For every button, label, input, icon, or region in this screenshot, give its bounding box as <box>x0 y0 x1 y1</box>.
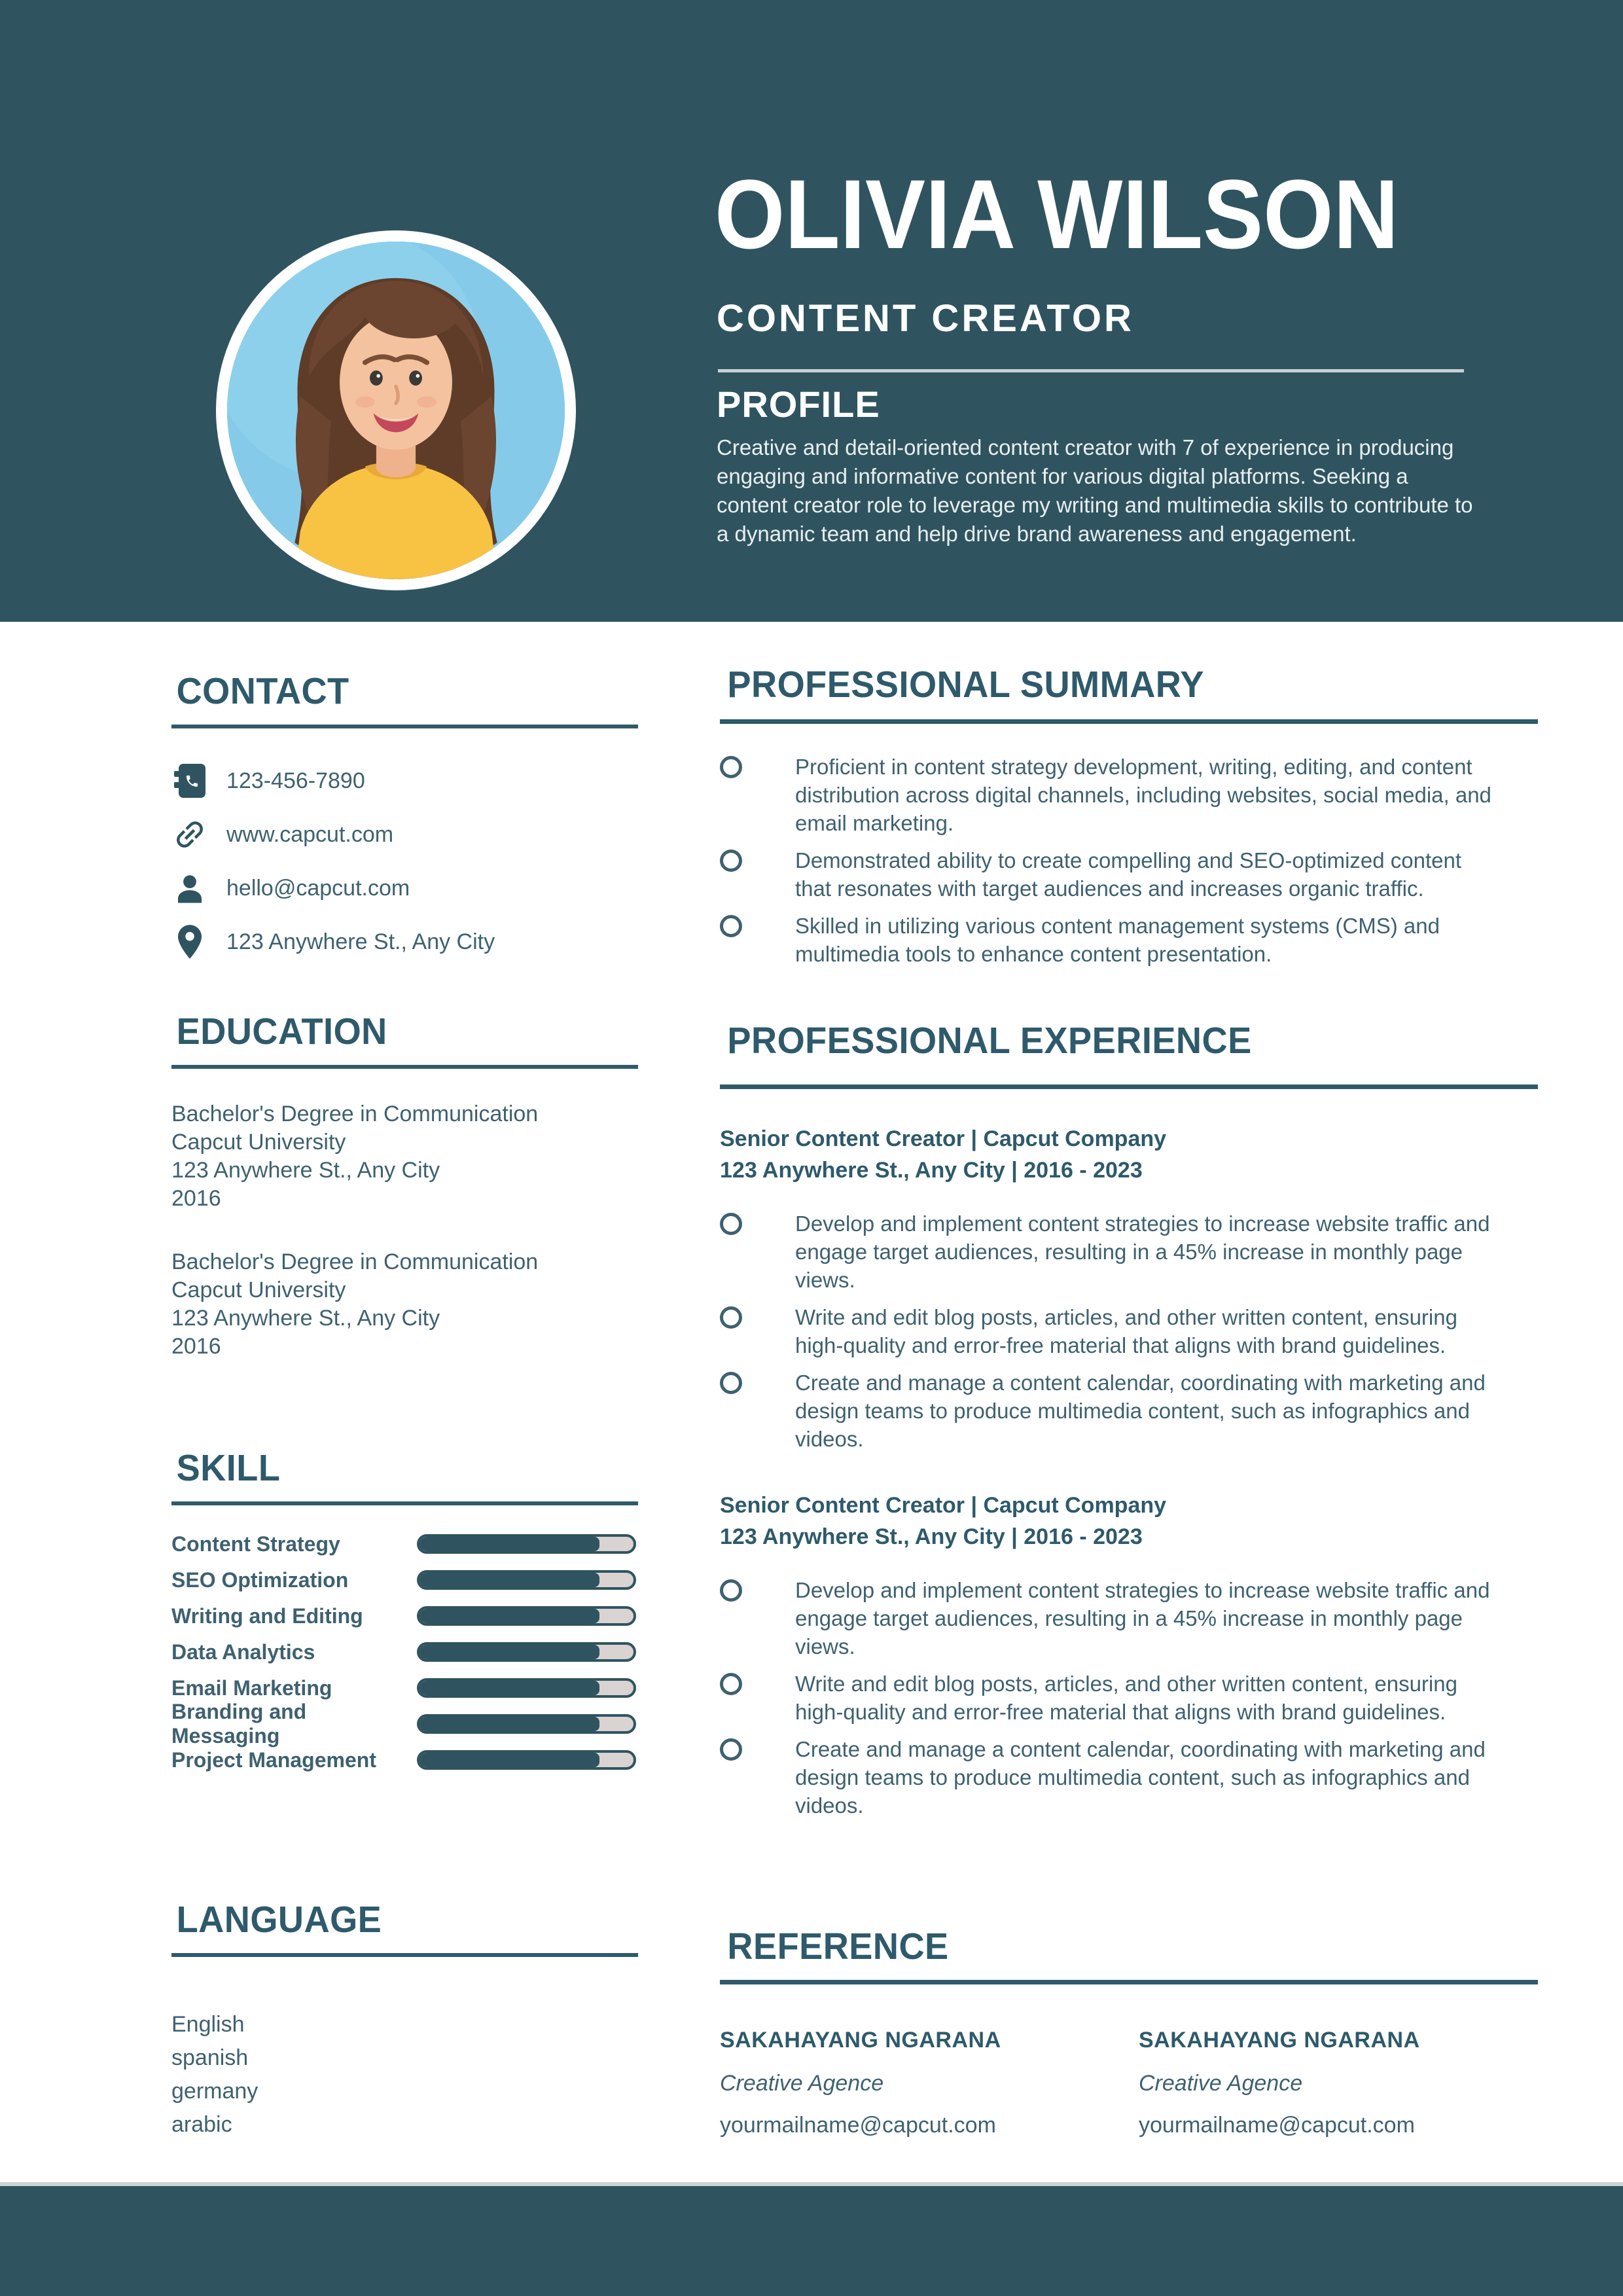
contact-section <box>171 670 638 977</box>
contact-row <box>171 762 638 799</box>
summary-bullet <box>720 753 1538 837</box>
skill-progress-bar <box>417 1606 636 1626</box>
summary-bullet-text: Proficient in content strategy development, writing, editing, and content distribution across digital channels, including websites, social media, and email marketing. <box>795 755 1491 835</box>
skill-label: Branding and Messaging <box>171 1700 307 1748</box>
job-bullet-text: Write and edit blog posts, articles, and other written content, ensuring high-quality and error-free material that aligns with brand guidelines. <box>795 1305 1457 1357</box>
education-line: Capcut University <box>171 1130 346 1155</box>
skill-row <box>171 1678 638 1698</box>
experience-divider <box>720 1085 1538 1089</box>
skill-progress-bar <box>417 1642 636 1662</box>
profile-heading: PROFILE <box>717 384 880 425</box>
job-title: Senior Content Creator | Capcut Company <box>720 1493 1167 1518</box>
skill-progress-bar <box>417 1714 636 1734</box>
skill-progress-fill <box>419 1681 599 1695</box>
person-title: CONTENT CREATOR <box>717 297 1134 340</box>
skill-row <box>171 1606 638 1626</box>
contact-list <box>171 762 638 960</box>
language-list <box>171 2008 638 2142</box>
reference-name: SAKAHAYANG NGARANA <box>1139 2028 1420 2053</box>
summary-bullet-text: Demonstrated ability to create compelling and SEO-optimized content that resonates with target audiences and increases organic traffic. <box>795 848 1462 901</box>
education-entry <box>171 1100 638 1213</box>
job-list <box>720 1123 1538 1820</box>
job-bullet <box>720 1303 1538 1359</box>
professional-experience-section <box>720 1022 1538 1829</box>
bullet-circle-icon <box>720 1306 742 1329</box>
skill-progress-bar <box>417 1750 636 1770</box>
reference-list <box>720 2028 1538 2138</box>
contact-value: 123 Anywhere St., Any City <box>226 929 495 954</box>
skill-row <box>171 1534 638 1554</box>
contact-row <box>171 924 638 960</box>
reference-divider <box>720 1980 1538 1984</box>
education-line: Capcut University <box>171 1278 346 1302</box>
education-line: Bachelor's Degree in Communication <box>171 1102 539 1126</box>
bullet-circle-icon <box>720 915 742 937</box>
job-bullet-text: Develop and implement content strategies to increase website traffic and engage target audiences, resulting in a 45% increase in monthly page views. <box>795 1211 1490 1292</box>
professional-summary-section <box>720 666 1538 977</box>
language-section <box>171 1901 638 2142</box>
job-entry <box>720 1490 1538 1820</box>
summary-bullet-list <box>720 753 1538 968</box>
contact-row <box>171 870 638 906</box>
job-entry <box>720 1123 1538 1453</box>
reference-entry <box>1139 2028 1558 2138</box>
reference-email: yourmailname@capcut.com <box>720 2113 996 2138</box>
skill-row <box>171 1750 638 1770</box>
job-title: Senior Content Creator | Capcut Company <box>720 1126 1167 1151</box>
education-divider <box>171 1065 638 1069</box>
language-item: arabic <box>171 2112 232 2137</box>
contact-value: hello@capcut.com <box>226 875 410 901</box>
education-line: 123 Anywhere St., Any City <box>171 1158 440 1183</box>
job-bullet-text: Create and manage a content calendar, coordinating with marketing and design teams to produce multimedia content, such as infographics and videos. <box>795 1371 1486 1451</box>
footer-band <box>0 2186 1623 2296</box>
education-entry-lines <box>171 1100 638 1213</box>
skill-label: Data Analytics <box>171 1640 315 1664</box>
skill-row <box>171 1570 638 1590</box>
skill-section <box>171 1447 638 1786</box>
location-icon <box>171 924 208 960</box>
reference-company: Creative Agence <box>720 2071 884 2096</box>
bullet-circle-icon <box>720 1673 742 1695</box>
skill-heading: SKILL <box>176 1447 281 1489</box>
experience-heading: PROFESSIONAL EXPERIENCE <box>727 1020 1252 1062</box>
job-bullet-list <box>720 1210 1538 1453</box>
reference-email: yourmailname@capcut.com <box>1139 2113 1415 2138</box>
skill-progress-fill <box>419 1645 599 1659</box>
job-bullet <box>720 1210 1538 1294</box>
skill-list <box>171 1534 638 1770</box>
bullet-circle-icon <box>720 850 742 872</box>
contact-value: 123-456-7890 <box>226 768 365 793</box>
summary-bullet <box>720 912 1538 968</box>
reference-heading: REFERENCE <box>727 1926 949 1967</box>
bullet-circle-icon <box>720 1738 742 1761</box>
education-line: 2016 <box>171 1334 221 1359</box>
reference-name: SAKAHAYANG NGARANA <box>720 2028 1001 2053</box>
bullet-circle-icon <box>720 1372 742 1394</box>
job-location-dates: 123 Anywhere St., Any City | 2016 - 2023 <box>720 1524 1143 1549</box>
education-section <box>171 1013 638 1396</box>
job-bullet-text: Write and edit blog posts, articles, and other written content, ensuring high-quality and error-free material that aligns with brand guidelines. <box>795 1672 1457 1724</box>
summary-bullet-text: Skilled in utilizing various content management systems (CMS) and multimedia tools to enhance content presentation. <box>795 914 1440 966</box>
bullet-circle-icon <box>720 1213 742 1235</box>
education-entry <box>171 1248 638 1361</box>
skill-divider <box>171 1501 638 1505</box>
skill-progress-fill <box>419 1537 599 1551</box>
education-heading: EDUCATION <box>176 1011 387 1052</box>
link-icon <box>171 816 208 853</box>
summary-heading: PROFESSIONAL SUMMARY <box>727 664 1204 706</box>
reference-entry <box>720 2028 1139 2138</box>
language-item: germany <box>171 2079 259 2104</box>
education-line: 123 Anywhere St., Any City <box>171 1306 440 1331</box>
skill-progress-fill <box>419 1717 599 1731</box>
profile-photo-ring <box>216 230 576 590</box>
skill-label: Content Strategy <box>171 1532 340 1556</box>
skill-label: Project Management <box>171 1748 376 1772</box>
education-list <box>171 1100 638 1361</box>
education-line: Bachelor's Degree in Communication <box>171 1249 539 1274</box>
job-bullet <box>720 1576 1538 1660</box>
job-bullet <box>720 1670 1538 1726</box>
summary-bullet <box>720 846 1538 903</box>
bullet-circle-icon <box>720 756 742 778</box>
skill-progress-fill <box>419 1753 599 1767</box>
profile-photo <box>227 242 565 579</box>
header-divider <box>718 369 1464 372</box>
summary-divider <box>720 719 1538 724</box>
job-bullet <box>720 1735 1538 1820</box>
contact-row <box>171 816 638 853</box>
contact-heading: CONTACT <box>176 670 349 712</box>
language-heading: LANGUAGE <box>176 1899 382 1941</box>
language-item: English <box>171 2012 245 2037</box>
person-icon <box>171 870 208 906</box>
skill-progress-bar <box>417 1570 636 1590</box>
phone-icon <box>171 762 208 799</box>
profile-text: Creative and detail-oriented content creator with 7 of experience in producing engaging and informative content for various digital platforms. Seeking a content creator role to leverage my writing and multimedia skills to contribute to a dynamic team and help drive brand awareness and engagement. <box>717 435 1473 546</box>
job-bullet-text: Develop and implement content strategies to increase website traffic and engage target audiences, resulting in a 45% increase in monthly page views. <box>795 1578 1490 1659</box>
education-entry-lines <box>171 1248 638 1361</box>
job-bullet-text: Create and manage a content calendar, coordinating with marketing and design teams to produce multimedia content, such as infographics and videos. <box>795 1737 1486 1818</box>
skill-label: Email Marketing <box>171 1676 332 1700</box>
reference-section <box>720 1928 1538 2138</box>
reference-company: Creative Agence <box>1139 2071 1303 2096</box>
language-item: spanish <box>171 2045 249 2070</box>
skill-row <box>171 1700 638 1748</box>
skill-progress-fill <box>419 1609 599 1623</box>
education-line: 2016 <box>171 1186 221 1211</box>
skill-row <box>171 1642 638 1662</box>
person-name: OLIVIA WILSON <box>715 159 1399 269</box>
bullet-circle-icon <box>720 1579 742 1602</box>
job-bullet <box>720 1369 1538 1453</box>
contact-value: www.capcut.com <box>226 821 394 847</box>
portrait-illustration <box>227 242 565 579</box>
job-bullet-list <box>720 1576 1538 1820</box>
skill-label: SEO Optimization <box>171 1568 349 1592</box>
skill-progress-bar <box>417 1678 636 1698</box>
language-divider <box>171 1953 638 1957</box>
skill-progress-bar <box>417 1534 636 1554</box>
skill-label: Writing and Editing <box>171 1604 363 1628</box>
contact-divider <box>171 725 638 728</box>
skill-progress-fill <box>419 1573 599 1587</box>
job-location-dates: 123 Anywhere St., Any City | 2016 - 2023 <box>720 1158 1143 1183</box>
